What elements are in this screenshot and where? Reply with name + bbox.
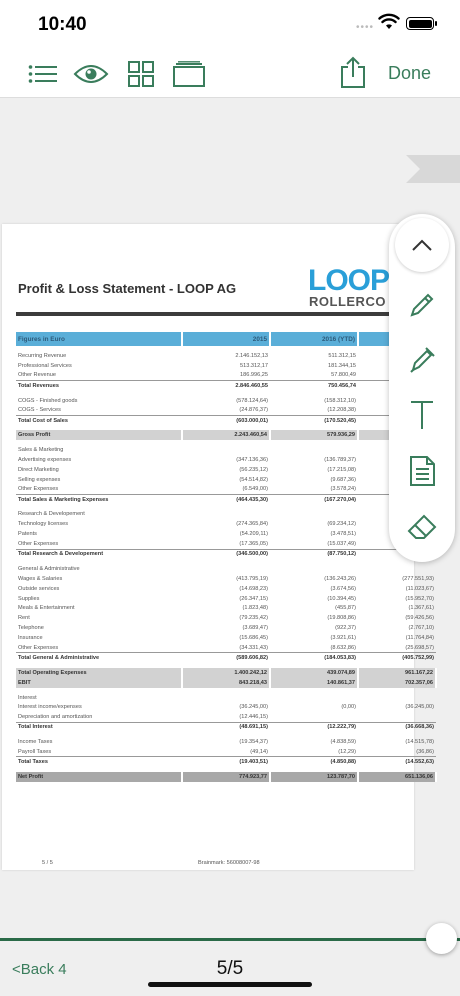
row-value: 702.357,06 <box>358 678 436 688</box>
row-value: 2016 (YTD) <box>270 332 358 346</box>
row-value: (158.312,10) <box>324 397 356 404</box>
table-header-row <box>16 332 436 346</box>
table-row <box>16 549 436 559</box>
row-value: (19.403,51) <box>182 757 270 767</box>
row-value: (24.876,37) <box>239 407 268 414</box>
row-label: Supplies <box>18 595 40 602</box>
back-button[interactable]: <Back 4 <box>12 961 67 978</box>
row-value: (48.691,15) <box>182 722 270 732</box>
table-row <box>16 445 436 455</box>
row-value: (464.435,30) <box>182 495 270 505</box>
logo-text: LOOP <box>308 264 390 297</box>
row-value: 579.936,29 <box>270 430 358 440</box>
table-row <box>16 455 436 465</box>
row-value <box>182 693 270 703</box>
row-value: (11.023,67) <box>405 585 434 592</box>
row-value: (36.245,00) <box>239 704 268 711</box>
table-row <box>16 475 436 485</box>
table-row <box>16 613 436 623</box>
table-row <box>16 678 436 688</box>
row-label: Professional Services <box>18 362 72 369</box>
table-row <box>16 584 436 594</box>
table-row <box>16 757 436 767</box>
row-value: (87.750,12) <box>270 549 358 559</box>
table-row <box>16 703 436 713</box>
row-value <box>270 712 358 722</box>
table-row <box>16 712 436 722</box>
row-value: (455,87) <box>335 605 356 612</box>
row-value: (14.515,78) <box>405 739 434 746</box>
list-icon[interactable] <box>26 58 60 90</box>
row-label: Telephone <box>18 625 44 632</box>
table-row <box>16 693 436 703</box>
row-label: Interest income/expenses <box>18 704 82 711</box>
row-label: Depreciation and amortization <box>18 714 93 721</box>
pen-icon[interactable] <box>401 284 443 326</box>
row-value: (405.752,99) <box>358 653 436 663</box>
table-row <box>16 653 436 663</box>
table-row <box>16 529 436 539</box>
row-label: Figures in Euro <box>16 332 182 346</box>
row-value: (6.549,00) <box>242 486 268 493</box>
row-value: 511.312,15 <box>328 352 356 359</box>
row-value: (277.551,93) <box>402 575 434 582</box>
row-label: Technology licenses <box>18 521 69 528</box>
table-row <box>16 351 436 361</box>
row-value: (36.668,36) <box>358 722 436 732</box>
status-bar <box>0 0 460 50</box>
row-label: Rent <box>18 615 30 622</box>
row-value: (922,37) <box>335 625 356 632</box>
page-scrubber-track[interactable] <box>0 938 460 941</box>
row-value: (3.674,56) <box>330 585 356 592</box>
signal-dots: •••• <box>356 22 375 33</box>
row-label: Total Taxes <box>16 757 182 767</box>
row-label: Net Profit <box>16 772 182 782</box>
row-value: (1.367,61) <box>408 605 434 612</box>
row-value: (4.838,59) <box>330 739 356 746</box>
row-value: (36,86) <box>416 748 434 755</box>
row-value <box>270 509 358 519</box>
row-label: Total Revenues <box>16 381 182 391</box>
table-row <box>16 509 436 519</box>
row-value: (79.235,42) <box>239 615 268 622</box>
table-row <box>16 737 436 747</box>
wifi-icon <box>378 14 400 30</box>
row-value: (578.124,64) <box>236 397 268 404</box>
row-value: (11.764,84) <box>405 635 434 642</box>
row-value: 513.312,17 <box>240 362 268 369</box>
row-label: Selling expenses <box>18 476 61 483</box>
row-label: Sales & Marketing <box>18 447 64 454</box>
share-icon[interactable] <box>336 56 370 88</box>
row-label: Interest <box>18 694 37 701</box>
page-scrubber-handle[interactable] <box>426 923 457 954</box>
row-label: Total Operating Expenses <box>16 668 182 678</box>
row-value: 439.074,89 <box>270 668 358 678</box>
row-value: (49,14) <box>250 748 268 755</box>
row-label: General & Administrative <box>18 565 80 572</box>
row-value <box>270 564 358 574</box>
grid-icon[interactable] <box>124 58 158 90</box>
text-icon[interactable] <box>401 394 443 436</box>
table-row <box>16 381 436 391</box>
row-label: Advertising expenses <box>18 456 72 463</box>
row-value: (136.243,26) <box>324 575 356 582</box>
row-value: 123.787,70 <box>270 772 358 782</box>
table-row <box>16 643 436 653</box>
row-value: (54.514,82) <box>239 476 268 483</box>
highlighter-icon[interactable] <box>401 338 443 380</box>
page-number: 5 / 5 <box>42 860 53 866</box>
row-value: 2.243.460,54 <box>182 430 270 440</box>
row-value: (19.354,37) <box>239 739 268 746</box>
row-value: (56.235,12) <box>239 466 268 473</box>
row-value: 57.800,49 <box>331 372 356 379</box>
row-label: Patents <box>18 531 37 538</box>
row-value <box>182 564 270 574</box>
row-value: (15.952,70) <box>405 595 434 602</box>
row-label: Direct Marketing <box>18 466 59 473</box>
document-title: Profit & Loss Statement - LOOP AG <box>18 281 237 296</box>
row-value: (59.426,56) <box>405 615 434 622</box>
pages-icon[interactable] <box>172 58 206 90</box>
row-value: (170.520,45) <box>270 415 358 425</box>
row-value: 2.146.152,13 <box>235 352 268 359</box>
row-value <box>182 509 270 519</box>
row-label: COGS - Services <box>18 407 61 414</box>
divider <box>16 312 414 316</box>
row-label: Outside services <box>18 585 60 592</box>
row-label: Wages & Salaries <box>18 575 63 582</box>
table-row <box>16 396 436 406</box>
row-value <box>182 445 270 455</box>
row-value: 2.846.460,55 <box>182 381 270 391</box>
logo-subtext: ROLLERCO <box>309 294 386 309</box>
document-page <box>2 224 434 870</box>
row-value <box>358 712 436 722</box>
row-value: (8.632,86) <box>330 644 356 651</box>
table-row <box>16 371 436 381</box>
row-value: (69.234,12) <box>327 521 356 528</box>
row-value: 181.344,15 <box>328 362 356 369</box>
row-label: Income Taxes <box>18 739 53 746</box>
row-value: (12.222,79) <box>270 722 358 732</box>
row-value: 843.218,43 <box>182 678 270 688</box>
row-value: (3.578,24) <box>330 486 356 493</box>
row-value: 186.996,25 <box>240 372 268 379</box>
brainmark: Brainmark: 56008007-98 <box>198 860 260 866</box>
row-value: (17.365,05) <box>239 540 268 547</box>
row-label: Total Cost of Sales <box>16 415 182 425</box>
table-row <box>16 465 436 475</box>
row-value: (12.208,38) <box>327 407 356 414</box>
row-value: (346.500,00) <box>182 549 270 559</box>
toolbar <box>0 50 460 98</box>
row-value: (1.823,48) <box>242 605 268 612</box>
row-value: 1.400.242,12 <box>182 668 270 678</box>
battery-icon <box>406 17 434 30</box>
table-row <box>16 415 436 425</box>
row-label: Total Research & Developement <box>16 549 182 559</box>
row-value: 774.923,77 <box>182 772 270 782</box>
row-value: (10.394,45) <box>327 595 356 602</box>
table-row <box>16 495 436 505</box>
table-row <box>16 574 436 584</box>
row-value: 140.861,37 <box>270 678 358 688</box>
status-time: 10:40 <box>38 14 87 35</box>
row-label: Gross Profit <box>16 430 182 440</box>
row-value: (603.000,01) <box>182 415 270 425</box>
row-label: Other Revenue <box>18 372 56 379</box>
row-value: (136.789,37) <box>324 456 356 463</box>
row-value: (3.478,51) <box>330 531 356 538</box>
row-value: (3.689,47) <box>242 625 268 632</box>
row-label: Payroll Taxes <box>18 748 52 755</box>
row-value: (3.921,61) <box>330 635 356 642</box>
home-indicator[interactable] <box>148 982 312 987</box>
table-row <box>16 430 436 440</box>
row-value: (36.245,00) <box>405 704 434 711</box>
table-row <box>16 539 436 549</box>
table-row <box>16 623 436 633</box>
table-row <box>16 772 436 782</box>
row-value: (589.606,82) <box>182 653 270 663</box>
row-label: Insurance <box>18 635 43 642</box>
page-indicator: 5/5 <box>216 958 244 979</box>
row-value: (12,29) <box>338 748 356 755</box>
row-value: (0,00) <box>341 704 356 711</box>
row-value: 961.167,22 <box>358 668 436 678</box>
row-label: Research & Developement <box>18 511 85 518</box>
row-value: (14.698,23) <box>239 585 268 592</box>
row-value: (54.209,11) <box>239 531 268 538</box>
row-value: (274.365,84) <box>236 521 268 528</box>
table-row <box>16 361 436 371</box>
row-value: (413.795,19) <box>236 575 268 582</box>
row-label: Total General & Administrative <box>16 653 182 663</box>
table-row <box>16 594 436 604</box>
row-value: (2.767,10) <box>408 625 434 632</box>
row-label: Other Expenses <box>18 486 59 493</box>
row-value: (14.552,63) <box>358 757 436 767</box>
row-label: EBIT <box>16 678 182 688</box>
table-row <box>16 747 436 757</box>
row-label: Meals & Entertainment <box>18 605 75 612</box>
annotation-tool-panel <box>389 214 455 562</box>
table-row <box>16 564 436 574</box>
table-row <box>16 668 436 678</box>
row-label: Total Sales & Marketing Expenses <box>16 495 182 505</box>
row-value: (15.037,49) <box>327 540 356 547</box>
eraser-icon[interactable] <box>401 506 443 548</box>
row-value: (26.347,15) <box>239 595 268 602</box>
row-value: 750.456,74 <box>270 381 358 391</box>
row-value <box>358 564 436 574</box>
row-value: (25.698,57) <box>405 644 434 651</box>
note-icon[interactable] <box>401 450 443 492</box>
row-value: (9.687,36) <box>330 476 356 483</box>
row-value <box>358 693 436 703</box>
chevron-up-icon[interactable] <box>395 218 449 272</box>
row-value <box>270 445 358 455</box>
table-row <box>16 485 436 495</box>
row-label: Other Expenses <box>18 644 59 651</box>
row-value: 651.136,06 <box>358 772 436 782</box>
row-value: (19.808,86) <box>327 615 356 622</box>
row-value: 2015 <box>182 332 270 346</box>
row-label: Total Interest <box>16 722 182 732</box>
done-button[interactable]: Done <box>388 63 432 83</box>
row-value: (12.446,15) <box>239 714 268 721</box>
table-row <box>16 633 436 643</box>
row-value <box>270 693 358 703</box>
row-label: Recurring Revenue <box>18 352 67 359</box>
eye-icon[interactable] <box>74 58 108 90</box>
row-value: (347.136,36) <box>236 456 268 463</box>
pl-table <box>16 332 437 782</box>
row-value: (184.053,83) <box>270 653 358 663</box>
row-value: (4.850,88) <box>270 757 358 767</box>
table-row <box>16 519 436 529</box>
row-value: (15.686,45) <box>239 635 268 642</box>
table-row <box>16 405 436 415</box>
row-value: (34.331,43) <box>239 644 268 651</box>
table-row <box>16 722 436 732</box>
row-label: Other Expenses <box>18 540 59 547</box>
bookmark-ribbon[interactable] <box>406 155 460 183</box>
row-value: (167.270,04) <box>270 495 358 505</box>
row-label: COGS - Finished goods <box>18 397 78 404</box>
row-value: (17.215,08) <box>327 466 356 473</box>
table-row <box>16 603 436 613</box>
